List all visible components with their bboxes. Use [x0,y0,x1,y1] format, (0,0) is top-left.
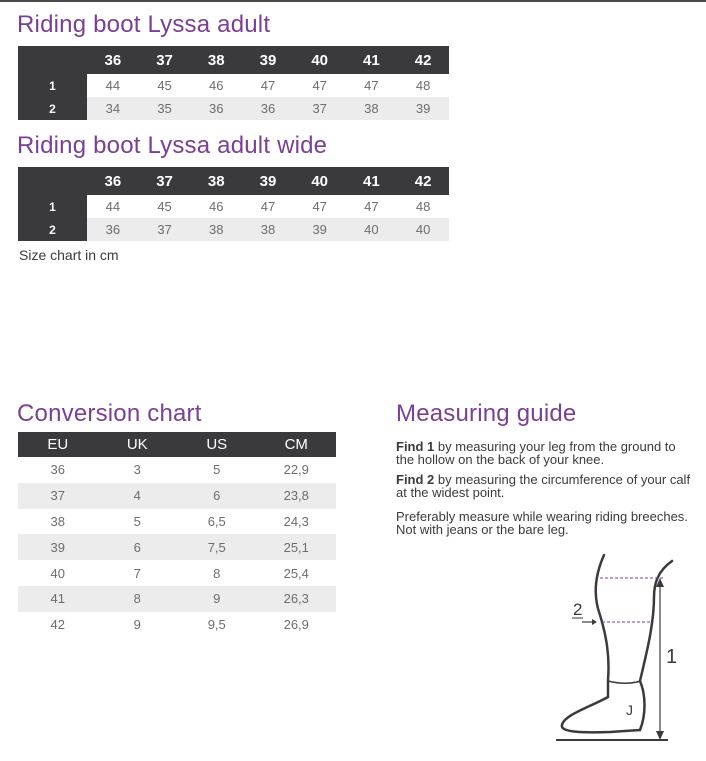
table-cell: 8 [98,586,178,612]
table-cell: 9,5 [207,617,226,633]
table-cell: 39 [294,218,346,241]
header-cell: 40 [294,46,346,74]
header-cell: UK [98,432,178,457]
table-cell: 36 [50,462,65,478]
table-cell: 46 [209,78,224,93]
row-label: 2 [18,97,87,120]
table-row [18,534,336,560]
header-cell: EU [18,432,98,457]
table-cell: 48 [415,199,431,214]
size-table-adult-wide [18,167,449,241]
table-cell: 39 [18,534,98,560]
header-cell: 38 [190,167,242,195]
guide-step-2-label: Find 2 [396,472,435,487]
table-cell: 42 [50,617,65,633]
table-cell: 5 [213,462,221,478]
conversion-header-row [18,432,336,457]
table-cell: 47 [260,78,276,93]
header-cell: 42 [397,46,449,74]
header-cell: 40 [294,167,346,195]
table-cell: 36 [87,218,139,241]
table-row [18,560,336,586]
measure-label-1: 1 [666,646,678,668]
table-cell: 26,9 [283,617,309,633]
header-cell: 42 [397,167,449,195]
table-cell: 48 [415,78,431,93]
leg-outline [562,555,672,732]
row-label: 2 [18,218,87,241]
table-cell: 47 [312,78,327,93]
table-cell: 24,3 [283,513,309,529]
guide-step-2 [396,473,696,499]
table-row [18,97,449,120]
height-arrow-bottom [656,731,664,740]
table-cell: 47 [364,78,379,93]
table-cell: 41 [18,586,98,612]
table-cell: 6 [98,534,178,560]
table-cell: 37 [294,97,346,120]
table-cell: 38 [346,97,398,120]
table-cell: 38 [190,218,242,241]
table-cell: 40 [346,218,398,241]
header-cell: 41 [346,46,398,74]
table-row [18,509,336,535]
calf-arrow-head [592,619,597,625]
header-cell [18,167,87,195]
header-cell: 36 [87,167,139,195]
table-cell: 38 [242,218,294,241]
table-cell: 47 [364,199,379,214]
conversion-title: Conversion chart [17,400,202,427]
top-divider [0,0,706,2]
header-cell: CM [257,432,337,457]
table-cell: 7,5 [177,534,257,560]
table-row [18,74,449,97]
table-row [18,195,449,218]
header-cell: 38 [190,46,242,74]
table-cell: 6,5 [207,513,226,529]
table-cell: 25,4 [283,565,309,581]
header-cell: 41 [346,167,398,195]
size-header-row [18,46,449,74]
header-cell: 39 [242,46,294,74]
guide-title: Measuring guide [396,400,577,427]
table-cell: 9 [177,586,257,612]
header-cell [18,46,87,74]
table-cell: 45 [157,199,172,214]
table-cell: 47 [260,199,276,214]
table-cell: 7 [133,565,141,581]
table-cell: 6 [177,483,257,509]
table-cell: 40 [50,565,65,581]
table-row [18,218,449,241]
row-label: 1 [18,74,87,97]
table2-title: Riding boot Lyssa adult wide [17,132,328,159]
table-cell: 45 [157,78,172,93]
table-cell: 38 [50,513,65,529]
table-cell: 23,8 [257,483,337,509]
table-cell: 46 [209,199,224,214]
table-row [18,612,336,638]
table-cell: 39 [397,97,449,120]
guide-step-1-label: Find 1 [396,439,435,454]
table-cell: 26,3 [257,586,337,612]
table-cell: 36 [242,97,294,120]
header-cell: 39 [242,167,294,195]
table-cell: 47 [312,199,327,214]
table-cell: 25,1 [257,534,337,560]
header-cell: US [177,432,257,457]
table-cell: 37 [18,483,98,509]
table-cell: 3 [133,462,141,478]
size-chart-note: Size chart in cm [19,247,119,263]
row-label: 1 [18,195,87,218]
table-row [18,586,336,612]
leg-measurement-illustration [540,545,690,745]
table-cell: 5 [133,513,141,529]
size-header-row [18,167,449,195]
table-cell: 22,9 [283,462,309,478]
table-cell: 8 [213,565,221,581]
header-cell: 37 [139,167,191,195]
sock-band [608,681,640,683]
table-cell: 35 [139,97,191,120]
guide-step-1 [396,440,696,466]
size-table-adult [18,46,449,120]
guide-step-2-text: by measuring the circumference of your calf at the widest point. [396,472,691,500]
table-cell: 36 [190,97,242,120]
table1-title: Riding boot Lyssa adult [17,11,271,38]
table-row [18,483,336,509]
header-cell: 37 [139,46,191,74]
table-cell: 4 [98,483,178,509]
guide-step-1-text: by measuring your leg from the ground to the hollow on the back of your knee. [396,439,676,467]
table-row [18,457,336,483]
ankle-mark-j: J [626,702,633,718]
table-cell: 34 [87,97,139,120]
table-cell: 44 [105,199,121,214]
table-cell: 44 [105,78,121,93]
table-cell: 9 [133,617,141,633]
table-cell: 40 [397,218,449,241]
table-cell: 37 [139,218,191,241]
conversion-table [18,432,336,638]
measure-label-2: 2 [573,600,583,619]
header-cell: 36 [87,46,139,74]
guide-tip: Preferably measure while wearing riding breeches. Not with jeans or the bare leg. [396,509,688,537]
